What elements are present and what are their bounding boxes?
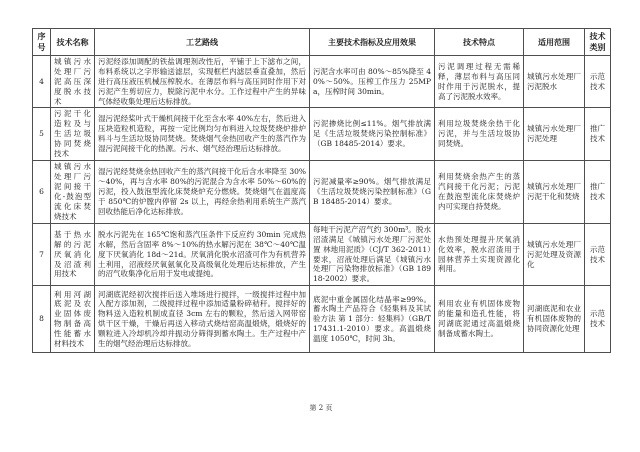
category-cell: 示范技术 (585, 56, 611, 108)
scope-cell: 城镇污水处理厂污泥脱水 (524, 56, 585, 108)
indicators-cell: 底泥中重金属固化结晶率≥99%。蓄水陶土产品符合《轻集料及其试验方法 第 1 部分：轻集料》（GB/T 17431.1-2010）要求。高温煅烧温度 1050℃，时间 3h。 (310, 286, 435, 353)
features-cell: 利用农业有机固体废物的能量和造孔性能，将河湖底泥通过高温煅烧制备成蓄水陶土。 (435, 286, 524, 353)
indicators-cell: 每吨干污泥产沼气约 300m³。脱水沼渣满足《城镇污水处理厂污泥处置 林地用泥质》（CJ/T 362-2011）要求，沼液处理后满足《城镇污水处理厂污染物排放标准》（GB 18918-2002）要求。 (310, 223, 435, 285)
page-number: 第 2 页 (309, 404, 333, 413)
process-route-cell: 河湖底泥经初次搅拌后送入堆场进行搅拌，一级搅拌过程中加入配方添加剂，二级搅拌过程中添加适量粉碎秸秆。搅拌好的物料送入造粒机制成直径 3cm 左右的颗粒，然后送入网带窑烘干区干燥，干燥后再送入移动式烧结窑高温煅烧，煅烧好的颗粒进入冷却机冷却并振动分筛得到蓄水陶土。生产过程中产生的烟气经治理后达标排放。 (95, 286, 310, 353)
row-number-cell: 7 (33, 223, 51, 285)
features-cell: 利用垃圾焚烧余热干化污泥，并与生活垃圾协同焚烧。 (435, 108, 524, 160)
tech-name-cell: 污泥干化造粒及与生活垃圾协同焚烧技术 (51, 108, 95, 160)
features-cell: 利用焚烧余热产生的蒸汽间接干化污泥；污泥在鼓泡型流化床焚烧炉内可实现自持焚烧。 (435, 160, 524, 223)
features-cell: 污泥调理过程无需稀释，薄层布料与高压同时作用于污泥脱水，提高了污泥脱水效率。 (435, 56, 524, 108)
scope-cell: 城镇污水处理厂污泥处理及资源化 (524, 223, 585, 285)
process-route-cell: 脱水污泥先在 165℃饱和蒸汽压条件下反应约 30min 完成热水解，然后含固率 8%～10%的热水解污泥在 38℃～40℃温度下厌氧消化 18d～21d。厌氧消化脱水沼渣可作为有机营养土利用，沼液经厌氧氨氧化及高级氧化处理后达标排放，产生的沼气收集净化后用于发电或提纯。 (95, 223, 310, 285)
column-header-features: 技术特点 (435, 29, 524, 56)
category-cell: 示范技术 (585, 286, 611, 353)
table-row (33, 56, 611, 108)
column-header-no: 序号 (33, 29, 51, 56)
category-cell: 推广技术 (585, 108, 611, 160)
tech-name-cell: 城镇污水处理厂污泥高压深度脱水技术 (51, 56, 95, 108)
tech-name-cell: 城镇污水处理厂污泥间接干化-鼓泡型流化床焚烧技术 (51, 160, 95, 223)
row-number-cell: 8 (33, 286, 51, 353)
category-cell: 示范技术 (585, 223, 611, 285)
process-route-cell: 湿污泥经焚烧余热回收产生的蒸汽间接干化后含水率降至 30%～40%，再与含水率 80%的污泥混合为含水率 50%～60%的污泥，投入鼓泡型流化床焚烧炉充分燃烧。焚烧烟气在温度高于 850℃的炉膛内停留 2s 以上，再经余热利用系统生产蒸汽回收热能后净化达标排放。 (95, 160, 310, 223)
features-cell: 水热预处理提升厌氧消化效率，脱水沼渣用于园林营养土实现资源化利用。 (435, 223, 524, 285)
indicators-cell: 污泥含水率可由 80%～85%降至 40%～50%。压榨工作压力 25MPa，压榨时间 30min。 (310, 56, 435, 108)
table-row (33, 223, 611, 285)
column-header-category: 技术类别 (585, 29, 611, 56)
indicators-cell: 污泥减量率≥90%。烟气排放满足《生活垃圾焚烧污染控制标准》（GB 18485-2014）要求。 (310, 160, 435, 223)
table-header (33, 29, 611, 56)
category-cell: 推广技术 (585, 160, 611, 223)
process-route-cell: 湿污泥经桨叶式干燥机间接干化至含水率 40%左右，然后进入压块造粒机造粒，再按一定比例均匀布料进入垃圾焚烧炉排炉料斗与生活垃圾协同焚烧。焚烧烟气余热回收产生的蒸汽作为湿污泥间接干化的热源。污水、烟气经治理后达标排放。 (95, 108, 310, 160)
table-body (33, 56, 611, 353)
row-number-cell: 4 (33, 56, 51, 108)
process-route-cell: 污泥经添加调配的铁盐调理剂改性后，平铺于上下滤布之间，布料系统以之字形输送滤层，实现框栏内滤层垂直叠加，然后进行高压液压机械压榨脱水。在薄层布料与高压同时作用下对污泥产生剪切应力，脱除污泥中水分。工作过程中产生的异味气体经收集处理后达标排放。 (95, 56, 310, 108)
header-row (33, 29, 611, 56)
tech-name-cell: 利用河湖底泥及农业固体废物制备高性能蓄水材料技术 (51, 286, 95, 353)
table-row (33, 286, 611, 353)
scope-cell: 河湖底泥和农业有机固体废物的协同资源化处理 (524, 286, 585, 353)
column-header-scope: 适用范围 (524, 29, 585, 56)
row-number-cell: 5 (33, 108, 51, 160)
scope-cell: 城镇污水处理厂污泥处理 (524, 108, 585, 160)
table-row (33, 160, 611, 223)
technology-table (32, 28, 611, 353)
column-header-process-route: 工艺路线 (95, 29, 310, 56)
table-row (33, 108, 611, 160)
tech-name-cell: 基于热水解的污泥厌氧消化及沼渣利用技术 (51, 223, 95, 285)
indicators-cell: 污泥掺烧比例≤11%。烟气排放满足《生活垃圾焚烧污染控制标准》（GB 18485-2014）要求。 (310, 108, 435, 160)
scope-cell: 城镇污水处理厂污泥干化和焚烧 (524, 160, 585, 223)
column-header-indicators: 主要技术指标及应用效果 (310, 29, 435, 56)
row-number-cell: 6 (33, 160, 51, 223)
column-header-tech-name: 技术名称 (51, 29, 95, 56)
